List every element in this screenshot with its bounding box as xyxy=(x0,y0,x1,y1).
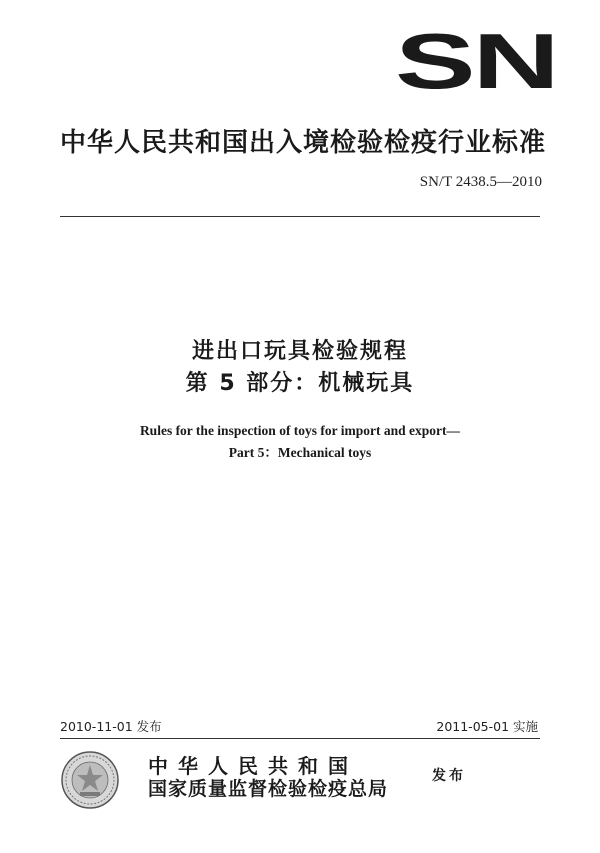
document-subtitle-en: Part 5：Mechanical toys xyxy=(228,445,372,460)
top-divider xyxy=(60,216,540,217)
document-subtitle-cn: 第 5 部分：机械玩具 xyxy=(185,371,415,396)
document-title-cn: 进出口玩具检验规程 xyxy=(191,339,408,364)
bottom-divider xyxy=(60,738,540,739)
standard-number: SN/T 2438.5—2010 xyxy=(419,174,542,190)
seal-icon xyxy=(60,750,120,810)
implementation-date: 2011-05-01 实施 xyxy=(436,719,538,734)
sn-logo: SN xyxy=(395,17,557,105)
issuer-agency: 国家质量监督检验检疫总局 xyxy=(148,778,389,800)
publish-label: 发布 xyxy=(432,768,466,784)
issuer-country: 中华人民共和国 xyxy=(148,754,358,778)
document-title-en: Rules for the inspection of toys for import and export— xyxy=(139,423,461,438)
issue-date: 2010-11-01 发布 xyxy=(60,719,162,734)
agency-title: 中华人民共和国出入境检验检疫行业标准 xyxy=(60,128,547,158)
